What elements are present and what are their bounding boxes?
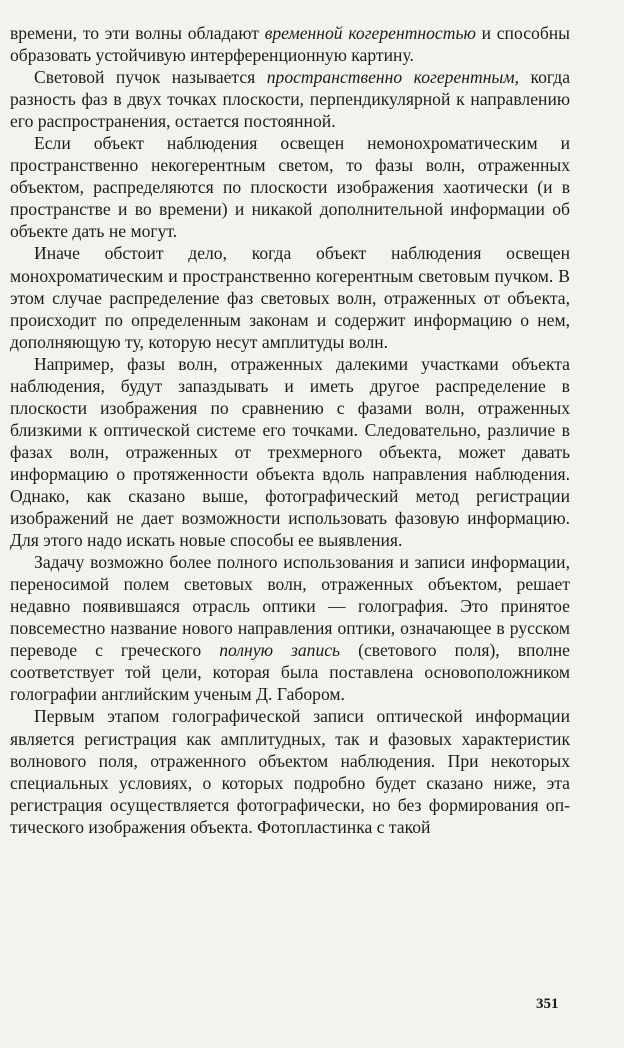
text-run: и способны образовать устойчивую интерференционную картину. xyxy=(10,23,571,66)
paragraph-3 xyxy=(10,132,570,242)
paragraph-7 xyxy=(10,705,570,837)
paragraph-4 xyxy=(10,242,570,352)
paragraph-5 xyxy=(10,353,570,551)
page-number: 351 xyxy=(536,996,559,1012)
italic-term: временной когерентностью xyxy=(264,23,476,43)
text-run: Если объект наблюдения освещен немонохроматическим и пространственно некогерентным светом, то фазы волн, отраженных объектом, распределяются по плоскости изображения хаотически (и в пространстве и во времени) и никакой дополнительной информации об объекте дать не могут. xyxy=(10,133,570,242)
text-run: Иначе обстоит дело, когда объект наблюдения освещен монохроматическим и пространственно когерентным световым пучком. В этом случае распределение фаз световых волн, отраженных от объекта, происходит по определенным законам и содержит информацию о нем, дополняющую ту, которую несут амплитуды волн. xyxy=(10,243,570,352)
text-run: когда разность фаз в двух точках плоскости, перпендикулярной к направлению его распространения, остается постоянной. xyxy=(10,67,571,132)
text-run: Задачу возможно более полного использования и записи информации, переносимой полем световых волн, отраженных объектом, решает недавно появившаяся отрасль оптики — голография. Это принятое повсеместно название нового направления оптики, означающее в русском переводе с греческого xyxy=(10,552,570,661)
body-text xyxy=(10,22,570,838)
italic-term: полную запись xyxy=(219,640,341,661)
text-run: Например, фазы волн, отраженных далекими участками объекта наблюдения, будут запаздывать и иметь другое распределение в плоскости изображения по сравнению с фазами волн, отраженных близкими к оптической системе его точками. Следовательно, различие в фазах волн, отраженных от трехмерного объекта, может давать информацию о протяженности объекта вдоль направления наблюдения. Однако, как сказано выше, фотографический метод регистрации изображений не дает возможности использовать фазовую информацию. Для этого надо искать новые способы ее выявления. xyxy=(10,353,570,551)
text-run: времени, то эти волны обладают xyxy=(10,23,265,43)
paragraph-2 xyxy=(10,66,570,132)
italic-term: пространственно когерентным, xyxy=(266,67,519,88)
paragraph-6 xyxy=(10,551,570,705)
text-run: Первым этапом голографической записи оптической информации является регистрация как амплитудных, так и фазовых характеристик волнового поля, отраженного объектом наблюдения. При некоторых специальных условиях, о которых подробно будет сказано ниже, эта регистрация осуществляется фотографически, но без формирования оптического изображения объекта. Фотопластинка с такой xyxy=(10,706,570,837)
paragraph-1 xyxy=(10,22,570,66)
text-run: Световой пучок называется xyxy=(34,67,267,88)
text-run: (светового поля), вполне соответствует той цели, которая была поставлена основоположником голографии английским ученым Д. Габором. xyxy=(10,640,570,705)
